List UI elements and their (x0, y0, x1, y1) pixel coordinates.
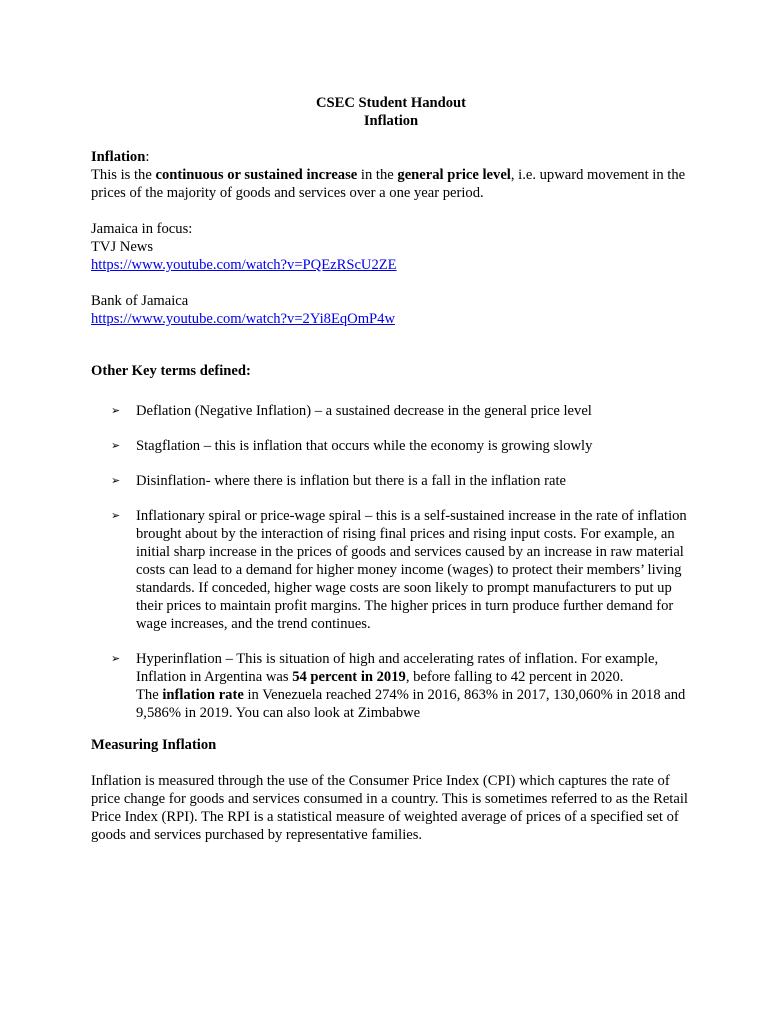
tvj-news-link[interactable]: https://www.youtube.com/watch?v=PQEzRScU2ZE (91, 257, 397, 273)
tvj-news-label: TVJ News (91, 239, 154, 255)
definition-term: Inflation (91, 149, 146, 165)
arrowhead-bullet-icon: ➢ (111, 509, 121, 522)
arrowhead-bullet-icon: ➢ (111, 652, 121, 665)
list-item-disinflation: ➢ Disinflation- where there is inflation but there is a fall in the inflation rate (111, 473, 566, 489)
boj-label: Bank of Jamaica (91, 293, 189, 309)
jamaica-focus-heading: Jamaica in focus: (91, 221, 193, 237)
arrowhead-bullet-icon: ➢ (111, 439, 121, 452)
handout-subtitle: Inflation (363, 113, 419, 129)
key-terms-heading: Other Key terms defined: (91, 363, 251, 379)
list-item-stagflation: ➢ Stagflation – this is inflation that occurs while the economy is growing slowly (111, 438, 593, 454)
inflation-definition: Inflation: This is the continuous or sustained increase in the general price level, i.e. upward movement in the prices of the majority of goods and services over a one year period. (91, 149, 686, 201)
measuring-inflation-body: Inflation is measured through the use of the Consumer Price Index (CPI) which captures the rate of price change for goods and services consumed in a country. This is sometimes referred to as the Retail Price Index (RPI). The RPI is a statistical measure of weighted average of prices of a specified set of goods and services purchased by representative families. (91, 773, 688, 843)
key-terms-list (91, 402, 691, 722)
list-item-price-wage-spiral: ➢ Inflationary spiral or price-wage spiral – this is a self-sustained increase in the rate of inflation brought about by the interaction of rising final prices and rising input costs. For example, an initial sharp increase in the prices of goods and services caused by an increase in raw material costs can lead to a demand for higher money income (wages) to protect their members’ living standards. If conceded, higher wage costs are soon likely to prompt manufacturers to put up their prices to maintain profit margins. The higher prices in turn produce further demand for wage increases, and the trend continues. (111, 508, 687, 632)
handout-title: CSEC Student Handout (315, 95, 467, 111)
boj-link[interactable]: https://www.youtube.com/watch?v=2Yi8EqOmP4w (91, 311, 395, 327)
measuring-inflation-heading: Measuring Inflation (91, 737, 217, 753)
list-item-hyperinflation: ➢ Hyperinflation – This is situation of high and accelerating rates of inflation. For example, Inflation in Argentina was 54 percent in 2019, before falling to 42 percent in 2020. The inflation rate in Venezuela reached 274% in 2016, 863% in 2017, 130,060% in 2018 and 9,586% in 2019. You can also look at Zimbabwe (111, 651, 686, 721)
arrowhead-bullet-icon: ➢ (111, 404, 121, 417)
list-item-deflation: ➢ Deflation (Negative Inflation) – a sustained decrease in the general price level (111, 403, 592, 419)
arrowhead-bullet-icon: ➢ (111, 474, 121, 487)
handout-page (91, 94, 691, 844)
